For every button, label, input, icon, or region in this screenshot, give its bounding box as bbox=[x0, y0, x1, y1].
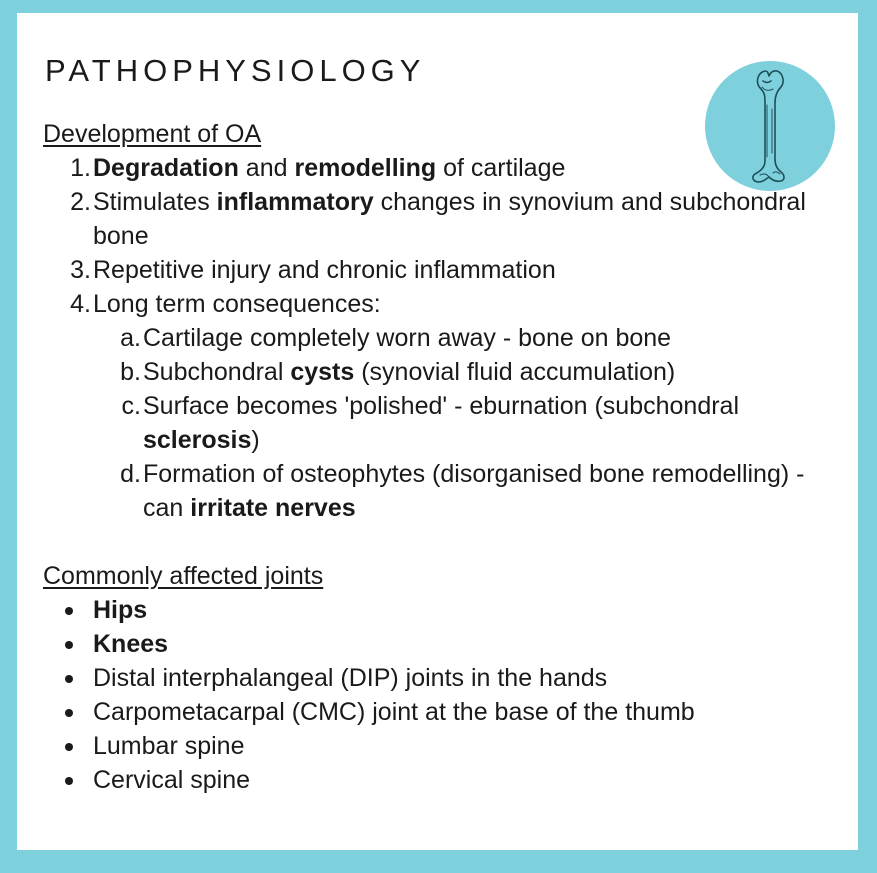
list-letter: d. bbox=[120, 460, 141, 488]
joint-item bbox=[43, 695, 843, 729]
bold-term: Hips bbox=[93, 596, 148, 624]
joint-item bbox=[43, 729, 843, 763]
development-item bbox=[43, 253, 843, 287]
item-text: Lumbar spine bbox=[93, 732, 245, 760]
consequence-item bbox=[93, 457, 843, 525]
item-text bbox=[93, 630, 168, 658]
development-item bbox=[43, 287, 843, 525]
item-text: Subchondral cysts (synovial fluid accumulation) bbox=[143, 358, 676, 386]
development-item bbox=[43, 151, 843, 185]
bold-term: cysts bbox=[290, 358, 355, 386]
joint-item bbox=[43, 661, 843, 695]
page-title: PATHOPHYSIOLOGY bbox=[45, 53, 426, 88]
list-letter: b. bbox=[120, 358, 141, 386]
bold-term: Degradation bbox=[93, 154, 239, 182]
bullet-icon bbox=[65, 709, 73, 717]
item-text: Formation of osteophytes (disorganised bone remodelling) - can irritate nerves bbox=[143, 460, 805, 522]
item-text: Long term consequences: bbox=[93, 290, 381, 318]
bullet-icon bbox=[65, 743, 73, 751]
item-text: Stimulates inflammatory changes in synovium and subchondral bone bbox=[93, 188, 806, 250]
list-letter: a. bbox=[120, 324, 141, 352]
joint-item bbox=[43, 593, 843, 627]
list-number: 2. bbox=[70, 188, 91, 216]
consequence-item bbox=[93, 389, 843, 457]
consequence-item bbox=[93, 321, 843, 355]
list-number: 1. bbox=[70, 154, 91, 182]
content-body bbox=[43, 117, 843, 797]
joint-item bbox=[43, 763, 843, 797]
item-text: Cartilage completely worn away - bone on bone bbox=[143, 324, 672, 352]
bullet-icon bbox=[65, 675, 73, 683]
item-text: Surface becomes 'polished' - eburnation (subchondral sclerosis) bbox=[143, 392, 740, 454]
item-text: Distal interphalangeal (DIP) joints in the hands bbox=[93, 664, 608, 692]
development-item bbox=[43, 185, 843, 253]
bullet-icon bbox=[65, 641, 73, 649]
development-list bbox=[43, 151, 843, 525]
consequences-list bbox=[93, 321, 843, 525]
bullet-icon bbox=[65, 777, 73, 785]
development-heading: Development of OA bbox=[43, 120, 262, 148]
item-text: Repetitive injury and chronic inflammation bbox=[93, 256, 556, 284]
joints-heading: Commonly affected joints bbox=[43, 562, 324, 590]
joint-item bbox=[43, 627, 843, 661]
bold-term: irritate nerves bbox=[190, 494, 356, 522]
joints-list bbox=[43, 593, 843, 797]
bold-term: Knees bbox=[93, 630, 169, 658]
item-text: Degradation and remodelling of cartilage bbox=[93, 154, 566, 182]
content-card bbox=[17, 13, 858, 850]
bullet-icon bbox=[65, 607, 73, 615]
item-text: Carpometacarpal (CMC) joint at the base of the thumb bbox=[93, 698, 695, 726]
bold-term: remodelling bbox=[294, 154, 437, 182]
consequence-item bbox=[93, 355, 843, 389]
bold-term: inflammatory bbox=[216, 188, 374, 216]
bold-term: sclerosis bbox=[143, 426, 252, 454]
item-text bbox=[93, 596, 147, 624]
list-number: 4. bbox=[70, 290, 91, 318]
list-letter: c. bbox=[121, 392, 141, 420]
item-text: Cervical spine bbox=[93, 766, 251, 794]
list-number: 3. bbox=[70, 256, 91, 284]
